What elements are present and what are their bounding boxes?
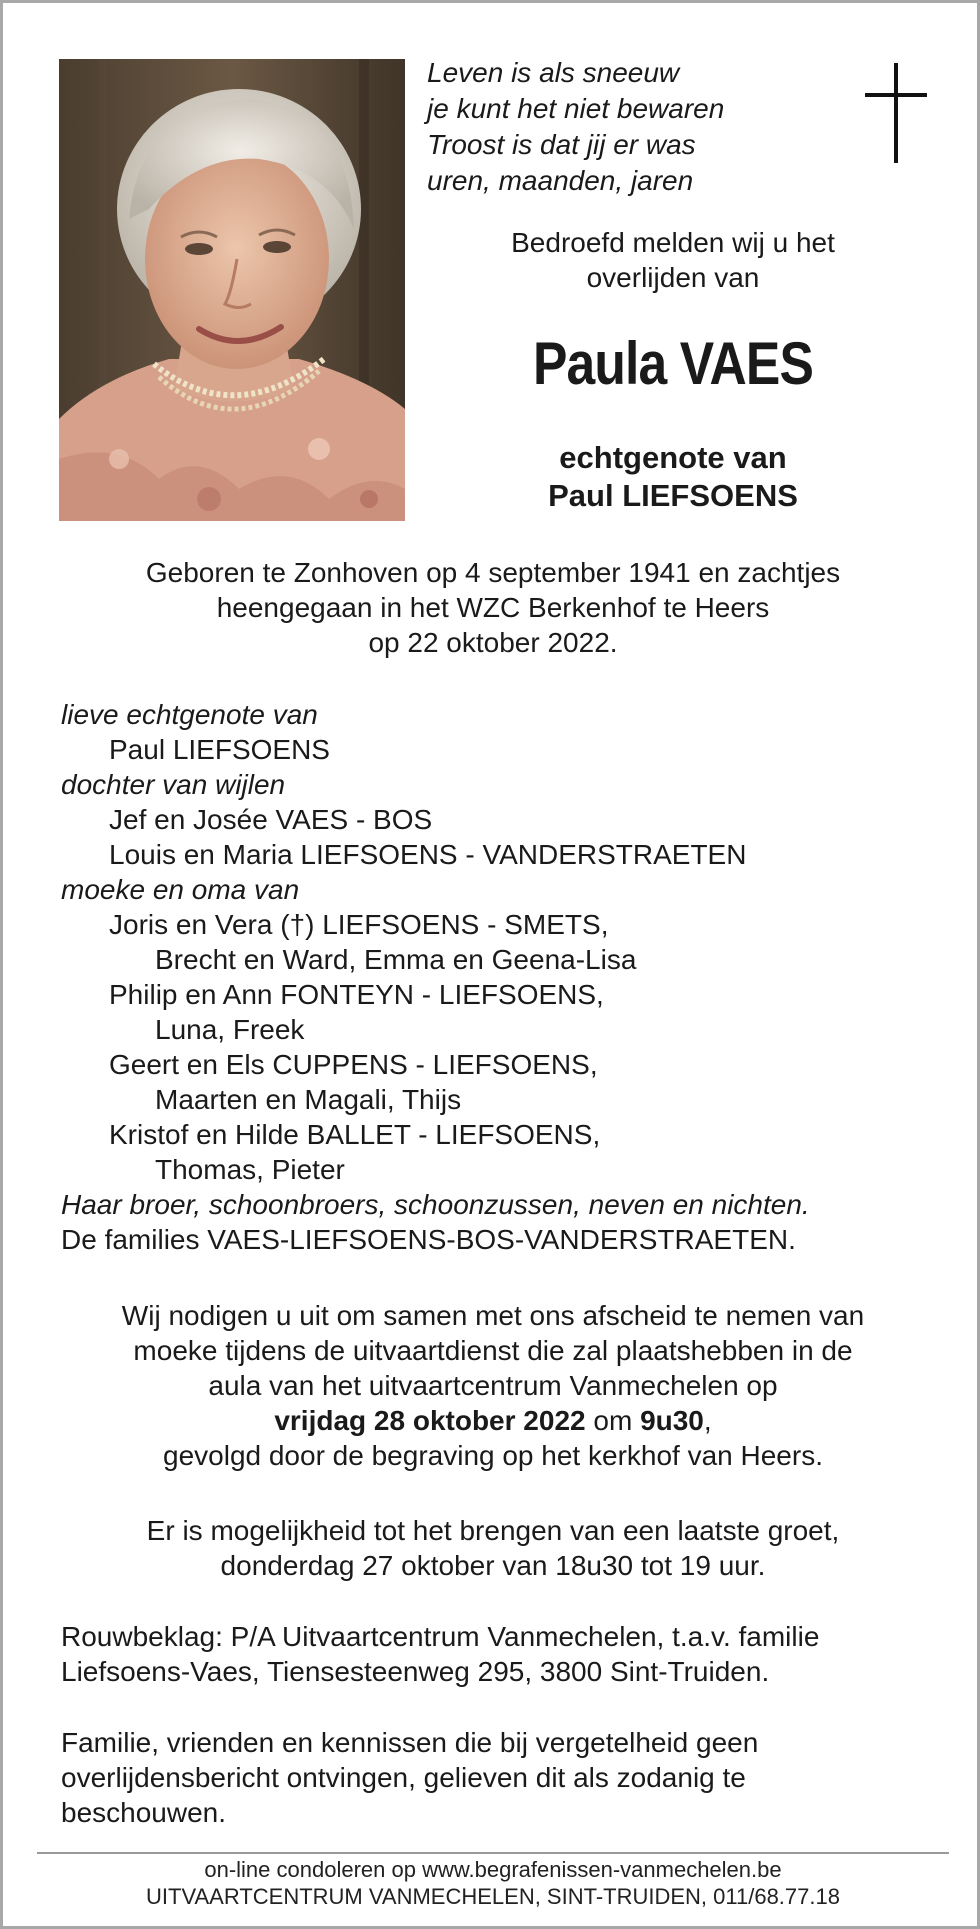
service-line: Wij nodigen u uit om samen met ons afscheid te nemen van	[121, 1300, 865, 1331]
portrait-photo	[59, 59, 405, 521]
visitation-info	[43, 1513, 943, 1583]
cross-icon	[865, 63, 927, 163]
service-date: vrijdag 28 oktober 2022	[274, 1405, 586, 1436]
family-member: Joris en Vera (†) LIEFSOENS - SMETS,	[109, 909, 609, 940]
grandchildren: Brecht en Ward, Emma en Geena-Lisa	[155, 944, 637, 975]
service-datetime	[43, 1403, 943, 1438]
footer	[37, 1856, 949, 1910]
death-date: op 22 oktober 2022.	[368, 627, 618, 658]
service-comma: ,	[703, 1405, 712, 1436]
family-list	[61, 697, 941, 1257]
announcement-line: Bedroefd melden wij u het	[511, 227, 835, 258]
family-member: Geert en Els CUPPENS - LIEFSOENS,	[109, 1049, 598, 1080]
condolences-line: Rouwbeklag: P/A Uitvaartcentrum Vanmechelen, t.a.v. familie	[61, 1621, 820, 1652]
grandchildren: Luna, Freek	[155, 1014, 305, 1045]
family-member: Jef en Josée VAES - BOS	[109, 804, 433, 835]
notice-line: Familie, vrienden en kennissen die bij vergetelheid geen	[61, 1727, 759, 1758]
condolences-address	[61, 1619, 941, 1689]
condolences-line: Liefsoens-Vaes, Tiensesteenweg 295, 3800 Sint-Truiden.	[61, 1656, 770, 1687]
family-label: lieve echtgenote van	[61, 699, 318, 730]
spouse-label: echtgenote van	[559, 440, 787, 475]
announcement-line: overlijden van	[586, 262, 760, 293]
service-line: aula van het uitvaartcentrum Vanmechelen op	[208, 1370, 778, 1401]
funeral-home-contact: UITVAARTCENTRUM VANMECHELEN, SINT-TRUIDEN, 011/68.77.18	[146, 1884, 840, 1909]
poem	[427, 55, 827, 199]
deceased-name: Paula VAES	[532, 330, 814, 397]
service-time: 9u30	[640, 1405, 704, 1436]
family-member: Philip en Ann FONTEYN - LIEFSOENS,	[109, 979, 604, 1010]
funeral-service-info	[43, 1298, 943, 1473]
poem-line: Leven is als sneeuw	[427, 57, 680, 88]
poem-line: Troost is dat jij er was	[427, 129, 696, 160]
notice-line: overlijdensbericht ontvingen, gelieven dit als zodanig te	[61, 1762, 746, 1793]
families-line: De families VAES-LIEFSOENS-BOS-VANDERSTRAETEN.	[61, 1224, 796, 1255]
family-label: dochter van wijlen	[61, 769, 286, 800]
birth-line: Geboren te Zonhoven op 4 september 1941 en zachtjes	[145, 557, 841, 588]
online-condolence-link[interactable]: on-line condoleren op www.begrafenissen-vanmechelen.be	[204, 1857, 782, 1882]
service-at: om	[585, 1405, 641, 1436]
family-member: Kristof en Hilde BALLET - LIEFSOENS,	[109, 1119, 601, 1150]
birth-death-info	[43, 555, 943, 660]
visit-line: Er is mogelijkheid tot het brengen van een laatste groet,	[146, 1515, 840, 1546]
notice-text	[61, 1725, 941, 1830]
death-line: heengegaan in het WZC Berkenhof te Heers	[216, 592, 770, 623]
family-member: Louis en Maria LIEFSOENS - VANDERSTRAETEN	[109, 839, 747, 870]
announcement	[443, 225, 903, 295]
family-label: moeke en oma van	[61, 874, 300, 905]
poem-line: uren, maanden, jaren	[427, 165, 694, 196]
visit-line: donderdag 27 oktober van 18u30 tot 19 uur.	[220, 1550, 766, 1581]
poem-line: je kunt het niet bewaren	[427, 93, 725, 124]
footer-divider	[37, 1852, 949, 1854]
family-member: Paul LIEFSOENS	[109, 734, 330, 765]
portrait-photo-icon	[59, 59, 405, 521]
relatives-line: Haar broer, schoonbroers, schoonzussen, neven en nichten.	[61, 1189, 810, 1220]
spouse-name: Paul LIEFSOENS	[548, 478, 798, 513]
service-line: moeke tijdens de uitvaartdienst die zal plaatshebben in de	[133, 1335, 853, 1366]
spouse-heading	[443, 439, 903, 515]
grandchildren: Maarten en Magali, Thijs	[155, 1084, 462, 1115]
service-line: gevolgd door de begraving op het kerkhof van Heers.	[163, 1440, 823, 1471]
notice-line: beschouwen.	[61, 1797, 227, 1828]
grandchildren: Thomas, Pieter	[155, 1154, 345, 1185]
